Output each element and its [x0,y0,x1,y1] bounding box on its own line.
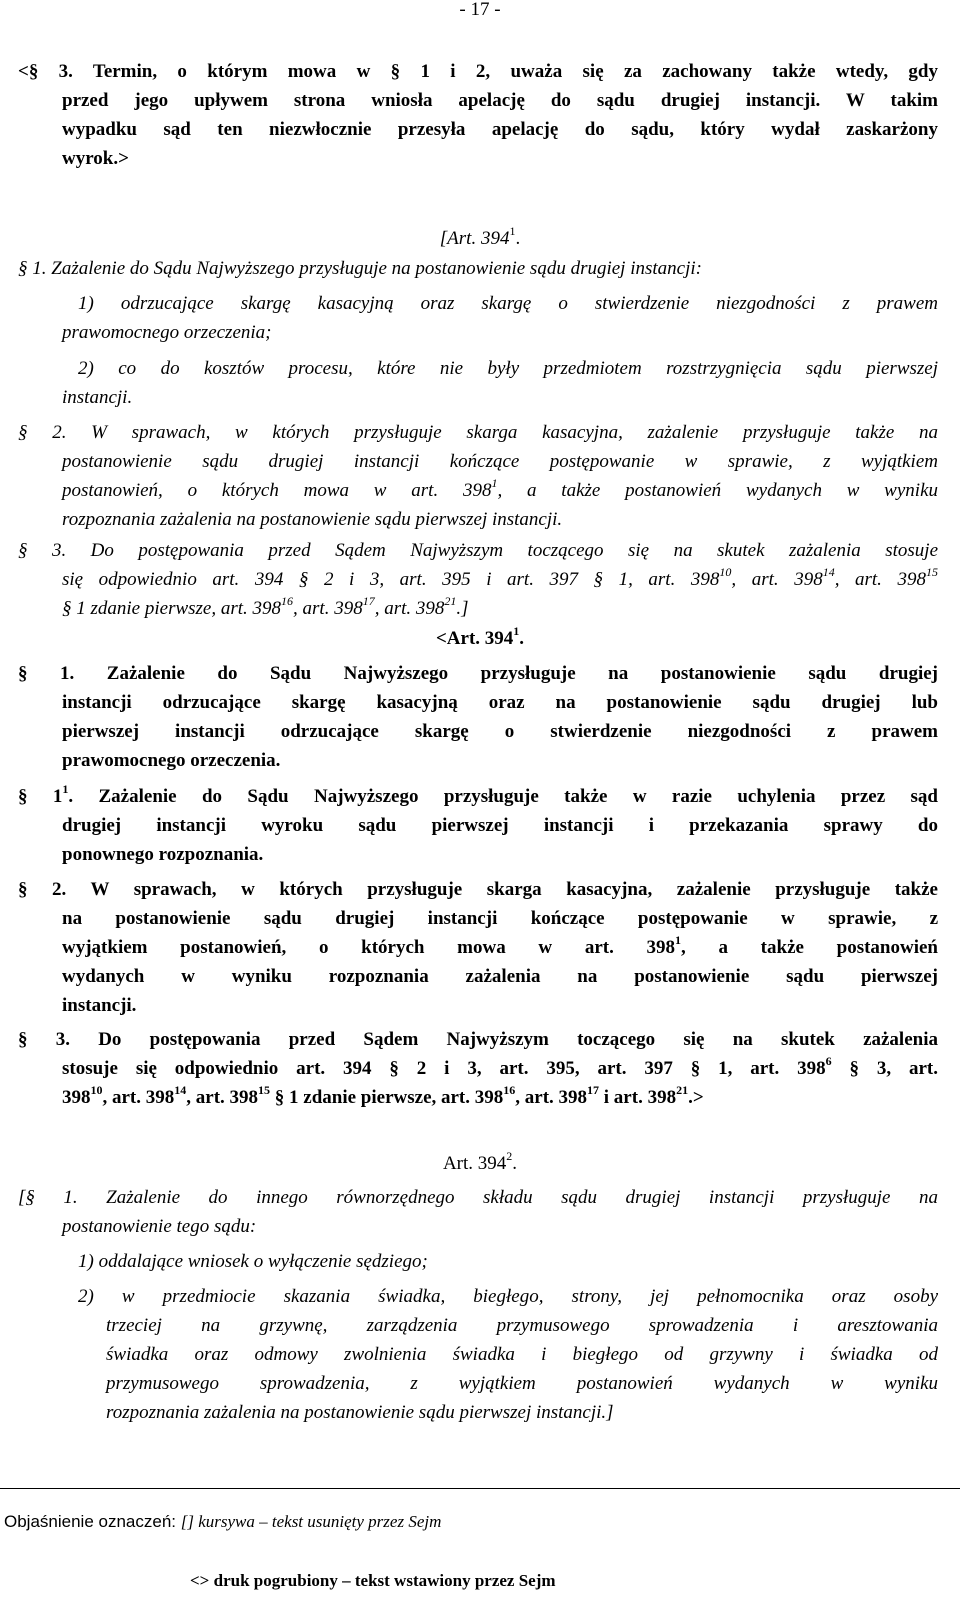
art-394-1-new-s2-line2: na postanowienie sądu drugiej instancji kończące postępowanie w sprawie, z [62,908,938,929]
paragraph-3-line-4: wyrok.> [62,148,129,169]
art-394-1-new-s1-1-line1: § $1^1$. Zażalenie do Sądu Najwyższego przysługuje także w razie uchylenia przez sąd [18,781,938,807]
art-394-1-old-s3-line1: § 3. Do postępowania przed Sądem Najwyższym toczącego się na skutek zażalenia stosuje [18,540,938,561]
art-394-1-new-s1-1-line2: drugiej instancji wyroku sądu pierwszej instancji i przekazania sprawy do [62,815,938,836]
art-394-2-item1: 1) oddalające wniosek o wyłączenie sędziego; [78,1251,428,1272]
art-394-2-s1-line2: postanowienie tego sądu: [62,1216,257,1237]
art-394-1-old-s2-line2: postanowienie sądu drugiej instancji kończące postępowanie w sprawie, z wyjątkiem [62,451,938,472]
art-394-2-item2-line4: przymusowego sprowadzenia, z wyjątkiem postanowień wydanych w wyniku [106,1373,938,1394]
art-394-1-new-s1-line2: instancji odrzucające skargę kasacyjną oraz na postanowienie sądu drugiej lub [62,692,938,713]
footer-legend-italic: Objaśnienie oznaczeń: [] kursywa – tekst usunięty przez Sejm [4,1512,442,1531]
art-394-1-old-item1-line1: 1) odrzucające skargę kasacyjną oraz skargę o stwierdzenie niezgodności z prawem [78,293,938,314]
art-394-2-heading: Art. $394^2$. [442,1148,518,1174]
art-394-1-old-s2-line3: postanowień, o których mowa w art. $398^1$, a także postanowień wydanych w wyniku [62,475,938,501]
art-394-1-new-s1-line1: § 1. Zażalenie do Sądu Najwyższego przysługuje na postanowienie sądu drugiej [18,663,938,684]
paragraph-3-line-3: wypadku sąd ten niezwłocznie przesyła apelację do sądu, który wydał zaskarżony [62,119,938,140]
art-394-1-new-s2-line4: wydanych w wyniku rozpoznania zażalenia na postanowienie sądu pierwszej [62,966,938,987]
footer-legend-bold: <> druk pogrubiony – tekst wstawiony przez Sejm [190,1571,556,1590]
art-394-2-item2-line1: 2) w przedmiocie skazania świadka, biegłego, strony, jej pełnomocnika oraz osoby [78,1286,938,1307]
art-394-1-old-s1: § 1. Zażalenie do Sądu Najwyższego przysługuje na postanowienie sądu drugiej instancji: [18,258,702,279]
art-394-2-item2-line5: rozpoznania zażalenia na postanowienie sądu pierwszej instancji.] [106,1402,614,1423]
art-394-1-new-s2-line5: instancji. [62,995,137,1016]
art-394-1-new-s3-line3: $398^{10}$, art. $398^{14}$, art. $398^{15}$ § 1 zdanie pierwsze, art. $398^{16}$, art. $398^{17}$ i art. $398^{21}.>$ [62,1082,704,1108]
art-394-2-item2-line2: trzeciej na grzywnę, zarządzenia przymusowego sprowadzenia i aresztowania [106,1315,938,1336]
art-394-1-old-item2-line2: instancji. [62,387,133,408]
art-394-1-old-s2-line4: rozpoznania zażalenia na postanowienie sądu pierwszej instancji. [62,509,563,530]
art-394-1-new-s2-line1: § 2. W sprawach, w których przysługuje skarga kasacyjna, zażalenie przysługuje także [18,879,938,900]
paragraph-3-line-2: przed jego upływem strona wniosła apelację do sądu drugiej instancji. W takim [62,90,938,111]
page-number: - 17 - [459,0,501,20]
art-394-2-s1-line1: [§ 1. Zażalenie do innego równorzędnego składu sądu drugiej instancji przysługuje na [18,1187,938,1208]
art-394-1-new-s1-1-line3: ponownego rozpoznania. [62,844,264,865]
art-394-1-new-heading: <Art. $394^1$. [435,623,525,649]
art-394-1-new-s3-line1: § 3. Do postępowania przed Sądem Najwyższym toczącego się na skutek zażalenia [18,1029,938,1050]
art-394-1-old-item1-line2: prawomocnego orzeczenia; [62,322,272,343]
art-394-1-new-s2-line3: wyjątkiem postanowień, o których mowa w art. $398^1$, a także postanowień [62,932,938,958]
art-394-1-new-s1-line3: pierwszej instancji odrzucające skargę o stwierdzenie niezgodności z prawem [62,721,938,742]
art-394-1-old-s2-line1: § 2. W sprawach, w których przysługuje skarga kasacyjna, zażalenie przysługuje także na [18,422,938,443]
art-394-1-new-s3-line2: stosuje się odpowiednio art. 394 § 2 i 3, art. 395, art. 397 § 1, art. $398^6$ § 3, art. [62,1053,938,1079]
art-394-1-old-s3-line3: § 1 zdanie pierwsze, art. $398^{16}$, art. $398^{17}$, art. $398^{21}$.] [62,593,469,619]
art-394-1-new-s1-line4: prawomocnego orzeczenia. [62,750,281,771]
art-394-1-old-item2-line1: 2) co do kosztów procesu, które nie były przedmiotem rozstrzygnięcia sądu pierwszej [78,358,938,379]
art-394-2-item2-line3: świadka oraz odmowy zwolnienia świadka i biegłego od grzywny i świadka od [106,1344,938,1365]
art-394-1-old-heading: [Art. $394^1$. [439,223,521,249]
art-394-1-old-s3-line2: się odpowiednio art. 394 § 2 i 3, art. 395 i art. 397 § 1, art. $398^{10}$, art. $398^{14}$, art. $398^{15}$ [62,564,938,590]
footer-divider [0,1488,960,1489]
paragraph-3-line-1: <§ 3. Termin, o którym mowa w § 1 i 2, uważa się za zachowany także wtedy, gdy [18,61,938,82]
